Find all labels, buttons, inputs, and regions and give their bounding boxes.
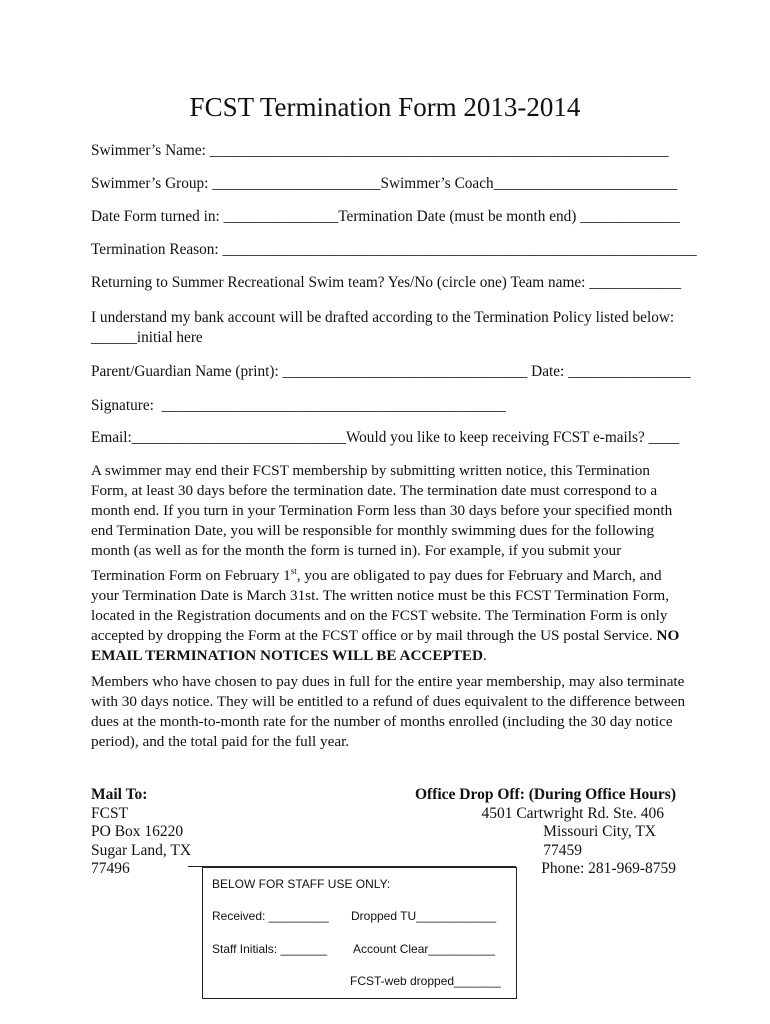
staff-use-box: [202, 867, 517, 999]
account-clear-field: Account Clear__________: [353, 942, 496, 956]
parent-guardian-field: Parent/Guardian Name (print): ________________________________ Date: ________________: [91, 363, 691, 380]
staff-initials-field: Staff Initials: _______: [212, 942, 328, 956]
mail-line-3: Sugar Land, TX: [91, 841, 192, 859]
swimmer-name-field: Swimmer’s Name: ____________________________________________________________: [91, 142, 669, 159]
office-line-2: Missouri City, TX: [543, 823, 656, 840]
bank-draft-statement: I understand my bank account will be drafted according to the Termination Policy listed below:: [91, 309, 675, 326]
staff-heading: BELOW FOR STAFF USE ONLY:: [212, 877, 391, 891]
office-line-4: Phone: 281-969-8759: [541, 860, 676, 877]
received-field: Received: _________: [212, 909, 329, 923]
office-heading: Office Drop Off: (During Office Hours): [414, 786, 676, 803]
termination-reason-field: Termination Reason: ______________________________________________________________: [91, 241, 697, 258]
office-line-3: 77459: [543, 841, 582, 859]
initial-here-field: ______initial here: [91, 329, 203, 346]
swimmer-group-coach-field: Swimmer’s Group: ______________________Swimmer’s Coach________________________: [91, 175, 678, 192]
mail-line-4: 77496: [91, 860, 130, 877]
mail-line-2: PO Box 16220: [91, 823, 184, 840]
date-form-termination-date-field: Date Form turned in: _______________Termination Date (must be month end) _____________: [91, 208, 680, 225]
web-dropped-field: FCST-web dropped_______: [350, 974, 501, 988]
office-line-1: 4501 Cartwright Rd. Ste. 406: [481, 804, 664, 822]
policy-superscript: st: [290, 566, 297, 576]
mail-to-address: [91, 786, 191, 879]
policy-text-b: , you are obligated to pay dues for February and March, and your Termination Date is March 31st. The written notice must be this FCST Termination Form, located in the Registration documents and on the FCST website. The Termination Form is only accepted by dropping the Form at the FCST office or by mail through the US postal Service.: [91, 567, 670, 645]
signature-field: Signature: _____________________________________________: [91, 397, 506, 414]
policy-text-a: A swimmer may end their FCST membership by submitting written notice, this Termination Form, at least 30 days before the termination date. The termination date must correspond to a month end. If you turn in your Termination Form less than 30 days before your specified month end Termination Date, you will be responsible for monthly swimming dues for the following month (as well as for the month the form is turned in). For example, if you submit your Termination Form on February 1: [91, 462, 673, 585]
office-drop-off-address: [415, 786, 676, 879]
returning-summer-team-field: Returning to Summer Recreational Swim team? Yes/No (circle one) Team name: ____________: [91, 274, 681, 291]
email-field: Email:____________________________Would you like to keep receiving FCST e-mails? ____: [91, 429, 680, 446]
form-title: FCST Termination Form 2013-2014: [189, 92, 581, 122]
dropped-tu-field: Dropped TU____________: [351, 909, 497, 923]
policy-period: .: [483, 647, 487, 665]
full-year-dues-paragraph: Members who have chosen to pay dues in full for the entire year membership, may also terminate with 30 days notice. They will be entitled to a refund of dues equivalent to the difference between dues at the month-to-month rate for the number of months enrolled (including the 30 day notice period), and the total paid for the full year.: [91, 673, 686, 750]
mail-line-1: FCST: [91, 804, 129, 822]
termination-policy-paragraph: [91, 461, 686, 666]
mail-to-heading: Mail To:: [91, 786, 148, 803]
no-email-notice: NO EMAIL TERMINATION NOTICES WILL BE ACCEPTED: [91, 627, 680, 665]
